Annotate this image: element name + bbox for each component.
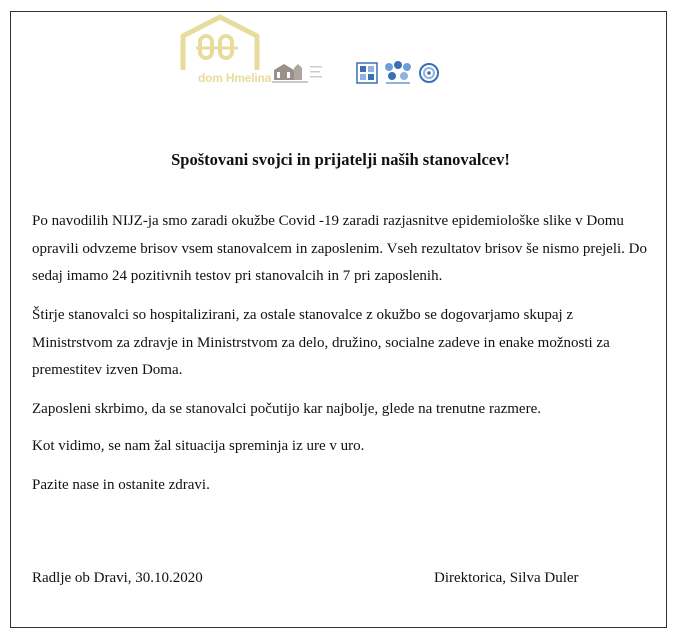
header-logos [180,14,450,94]
church-logo-icon [268,58,324,88]
logo-text: dom Hmelina [198,71,272,85]
network-logo-icon [382,60,414,86]
place-date: Radlje ob Dravi, 30.10.2020 [32,570,203,586]
paragraph: Pazite nase in ostanite zdravi. [32,477,210,493]
letter-title: Spoštovani svojci in prijatelji naših stanovalcev! [171,150,510,169]
partner-logo-icon [356,62,378,84]
paragraph: Kot vidimo, se nam žal situacija spreminja iz ure v uro. [32,438,365,454]
paragraph: Po navodilih NIJZ-ja smo zaradi okužbe Covid -19 zaradi razjasnitve epidemiološke slike v Domu opravili odvzeme brisov vsem stanovalcem in zaposlenim. Vseh rezultatov brisov še nismo prejeli. Do sedaj imamo 24 pozitivnih testov pri stanovalcih in 7 pri zaposlenih. [32,213,647,284]
signature: Direktorica, Silva Duler [434,570,579,586]
paragraph: Štirje stanovalci so hospitalizirani, za ostale stanovalce z okužbo se dogovarjamo skupaj z Ministrstvom za zdravje in Ministrstvom za delo, družino, socialne zadeve in enake možnosti za premestitev izven Doma. [32,307,610,378]
paragraph: Zaposleni skrbimo, da se stanovalci počutijo kar najbolje, glede na trenutne razmere. [32,401,541,417]
house-logo-icon [180,14,270,74]
seal-logo-icon [418,62,440,84]
